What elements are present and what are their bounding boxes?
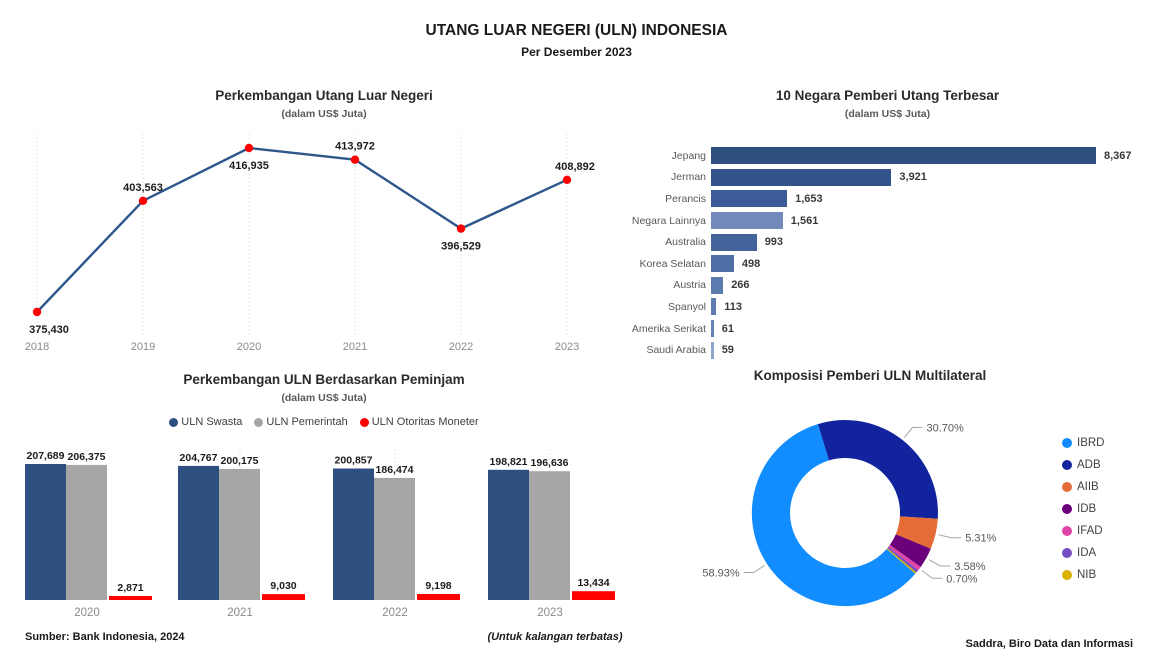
borrower-chart-section (16, 372, 632, 624)
legend-dot (1062, 570, 1072, 580)
legend-label: IDB (1077, 503, 1097, 515)
donut-slice-adb[interactable] (818, 420, 938, 519)
multilateral-donut-chart (630, 398, 1070, 630)
bar-label-uln-otoritas-moneter-2022: 9,198 (425, 580, 452, 592)
legend-item-uln-otoritas-moneter[interactable] (360, 416, 479, 428)
line-axis-label-2023: 2023 (554, 341, 580, 353)
line-point-2022[interactable] (457, 224, 465, 232)
bar-uln-otoritas-moneter-2020[interactable] (109, 596, 152, 600)
creditor-row-amerika-serikat (630, 318, 1145, 340)
callout-line-aiib (939, 535, 962, 538)
line-data-label-2019: 403,563 (123, 181, 163, 194)
creditor-bar-australia[interactable] (711, 234, 757, 251)
creditors-bar-rows (630, 145, 1145, 361)
legend-label: ULN Pemerintah (266, 416, 348, 428)
creditor-value: 266 (731, 279, 750, 292)
creditor-row-saudi-arabia (630, 339, 1145, 361)
line-axis-label-2019: 2019 (130, 341, 156, 353)
legend-dot (1062, 460, 1072, 470)
bar-label-uln-otoritas-moneter-2020: 2,871 (117, 582, 144, 594)
legend-item-nib[interactable] (1062, 564, 1104, 586)
legend-item-uln-swasta[interactable] (169, 416, 242, 428)
borrower-chart-title: Perkembangan ULN Berdasarkan Peminjam (183, 372, 465, 387)
line-data-label-2022: 396,529 (441, 240, 481, 253)
footer-restricted-note: (Untuk kalangan terbatas) (487, 631, 623, 643)
creditor-bar-amerika-serikat[interactable] (711, 320, 714, 337)
footer-author: Saddra, Biro Data dan Informasi (965, 638, 1133, 650)
creditor-value: 3,921 (899, 171, 927, 184)
bar-uln-pemerintah-2021[interactable] (219, 469, 260, 600)
creditor-bar-jepang[interactable] (711, 147, 1096, 164)
multilateral-legend (1062, 432, 1104, 586)
multilateral-chart-section (630, 368, 1150, 630)
creditor-value: 61 (721, 322, 735, 335)
borrower-chart-legend (16, 416, 632, 428)
legend-dot (1062, 526, 1072, 536)
creditor-value: 113 (724, 300, 742, 313)
line-chart-title: Perkembangan Utang Luar Negeri (215, 88, 433, 103)
donut-label-idb: 3.58% (954, 561, 986, 573)
bar-label-uln-pemerintah-2021: 200,175 (220, 454, 259, 467)
line-data-label-2018: 375,430 (29, 324, 69, 336)
donut-label-aiib: 5.31% (965, 532, 997, 545)
line-data-label-2021: 413,972 (335, 140, 375, 153)
creditor-value: 1,561 (790, 214, 819, 227)
creditor-label: Negara Lainnya (631, 214, 706, 227)
bar-label-uln-otoritas-moneter-2023: 13,434 (577, 577, 610, 590)
donut-label-ifad: 0.70% (946, 573, 978, 586)
legend-item-ibrd[interactable] (1062, 432, 1104, 454)
callout-line-adb (904, 427, 922, 437)
bar-uln-otoritas-moneter-2021[interactable] (262, 594, 305, 600)
group-axis-label-2023: 2023 (537, 607, 563, 619)
uln-trend-line (37, 148, 567, 312)
creditor-row-jepang (630, 145, 1145, 167)
bar-label-uln-pemerintah-2020: 206,375 (67, 450, 106, 463)
borrower-chart-subtitle: (dalam US$ Juta) (281, 392, 367, 404)
creditor-bar-negara-lainnya[interactable] (711, 212, 783, 229)
legend-dot (254, 418, 263, 427)
bar-uln-swasta-2020[interactable] (25, 464, 66, 600)
creditor-label: Jepang (671, 149, 706, 162)
creditor-label: Perancis (665, 192, 706, 205)
bar-label-uln-pemerintah-2023: 196,636 (530, 457, 569, 470)
borrower-grouped-bar-chart (16, 440, 632, 622)
line-point-2018[interactable] (33, 308, 41, 316)
creditor-bar-jerman[interactable] (711, 169, 891, 186)
legend-dot (1062, 482, 1072, 492)
group-axis-label-2022: 2022 (382, 607, 408, 619)
creditor-value: 59 (721, 344, 734, 357)
bar-uln-otoritas-moneter-2022[interactable] (417, 594, 460, 600)
creditor-row-australia (630, 231, 1145, 253)
bar-uln-pemerintah-2020[interactable] (66, 465, 107, 600)
donut-label-adb: 30.70% (926, 422, 964, 435)
legend-item-adb[interactable] (1062, 454, 1104, 476)
creditor-row-jerman (630, 167, 1145, 189)
creditor-label: Amerika Serikat (631, 322, 706, 335)
callout-line-ibrd (744, 565, 765, 572)
bar-label-uln-otoritas-moneter-2021: 9,030 (270, 580, 297, 593)
line-chart (16, 128, 632, 360)
creditor-label: Saudi Arabia (646, 344, 706, 357)
line-chart-subtitle: (dalam US$ Juta) (281, 108, 367, 120)
donut-label-ibrd: 58.93% (702, 567, 740, 580)
line-data-label-2023: 408,892 (555, 160, 595, 173)
creditor-value: 1,653 (795, 192, 823, 205)
creditor-value: 993 (764, 236, 784, 249)
legend-label: IBRD (1077, 437, 1105, 449)
legend-dot (1062, 438, 1072, 448)
line-axis-label-2018: 2018 (24, 341, 50, 353)
line-chart-section (16, 88, 632, 360)
creditor-bar-saudi-arabia[interactable] (711, 342, 714, 359)
creditor-label: Australia (665, 236, 706, 249)
legend-label: IDA (1077, 547, 1097, 559)
legend-dot (360, 418, 369, 427)
creditor-label: Korea Selatan (639, 257, 706, 270)
page-subtitle: Per Desember 2023 (521, 45, 632, 59)
legend-item-ifad[interactable] (1062, 520, 1104, 542)
legend-label: AIIB (1077, 481, 1099, 493)
bar-label-uln-swasta-2021: 204,767 (179, 451, 218, 464)
bar-uln-swasta-2021[interactable] (178, 466, 219, 600)
group-axis-label-2020: 2020 (74, 607, 100, 619)
creditor-bar-korea-selatan[interactable] (711, 255, 734, 272)
legend-label: ADB (1077, 459, 1101, 471)
legend-label: ULN Otoritas Moneter (371, 416, 479, 428)
page-title: UTANG LUAR NEGERI (ULN) INDONESIA (425, 22, 728, 39)
line-point-2021[interactable] (351, 156, 359, 164)
bar-uln-pemerintah-2023[interactable] (529, 471, 570, 600)
legend-item-idb[interactable] (1062, 498, 1104, 520)
creditor-row-perancis (630, 188, 1145, 210)
creditor-label: Spanyol (668, 300, 706, 313)
bar-uln-pemerintah-2022[interactable] (374, 478, 415, 600)
legend-label: IFAD (1077, 525, 1103, 537)
legend-dot (1062, 504, 1072, 514)
creditor-label: Jerman (670, 171, 706, 184)
creditors-chart-section (630, 88, 1145, 370)
callout-line-idb (929, 560, 950, 566)
callout-line-ifad (922, 571, 942, 579)
creditor-row-negara-lainnya (630, 210, 1145, 232)
creditor-bar-austria[interactable] (711, 277, 723, 294)
creditors-chart-title: 10 Negara Pemberi Utang Terbesar (775, 88, 1000, 103)
creditor-label: Austria (673, 279, 706, 292)
creditor-row-korea-selatan (630, 253, 1145, 275)
footer-source: Sumber: Bank Indonesia, 2024 (25, 631, 185, 643)
line-point-2020[interactable] (245, 144, 253, 152)
line-data-label-2020: 416,935 (229, 160, 269, 172)
multilateral-chart-title: Komposisi Pemberi ULN Multilateral (753, 368, 987, 383)
legend-label: ULN Swasta (181, 416, 243, 428)
line-point-2019[interactable] (139, 197, 147, 205)
bar-uln-otoritas-moneter-2023[interactable] (572, 591, 615, 600)
bar-label-uln-swasta-2020: 207,689 (26, 450, 65, 462)
legend-item-uln-pemerintah[interactable] (254, 416, 347, 428)
legend-item-ida[interactable] (1062, 542, 1104, 564)
bar-label-uln-pemerintah-2022: 186,474 (375, 463, 414, 476)
legend-label: NIB (1077, 569, 1097, 581)
bar-label-uln-swasta-2023: 198,821 (489, 455, 528, 468)
creditor-bar-perancis[interactable] (711, 190, 787, 207)
creditor-value: 498 (741, 257, 761, 270)
creditor-row-spanyol (630, 296, 1145, 318)
line-axis-label-2022: 2022 (448, 341, 474, 353)
line-point-2023[interactable] (563, 176, 571, 184)
group-axis-label-2021: 2021 (227, 607, 253, 619)
bar-uln-swasta-2023[interactable] (488, 470, 529, 600)
creditor-bar-spanyol[interactable] (711, 298, 716, 315)
legend-item-aiib[interactable] (1062, 476, 1104, 498)
legend-dot (169, 418, 178, 427)
creditors-chart-subtitle: (dalam US$ Juta) (844, 108, 931, 120)
creditor-value: 8,367 (1104, 149, 1132, 162)
creditor-row-austria (630, 275, 1145, 297)
line-axis-label-2020: 2020 (236, 341, 262, 353)
bar-label-uln-swasta-2022: 200,857 (334, 454, 373, 467)
legend-dot (1062, 548, 1072, 558)
line-axis-label-2021: 2021 (342, 341, 368, 353)
bar-uln-swasta-2022[interactable] (333, 469, 374, 601)
